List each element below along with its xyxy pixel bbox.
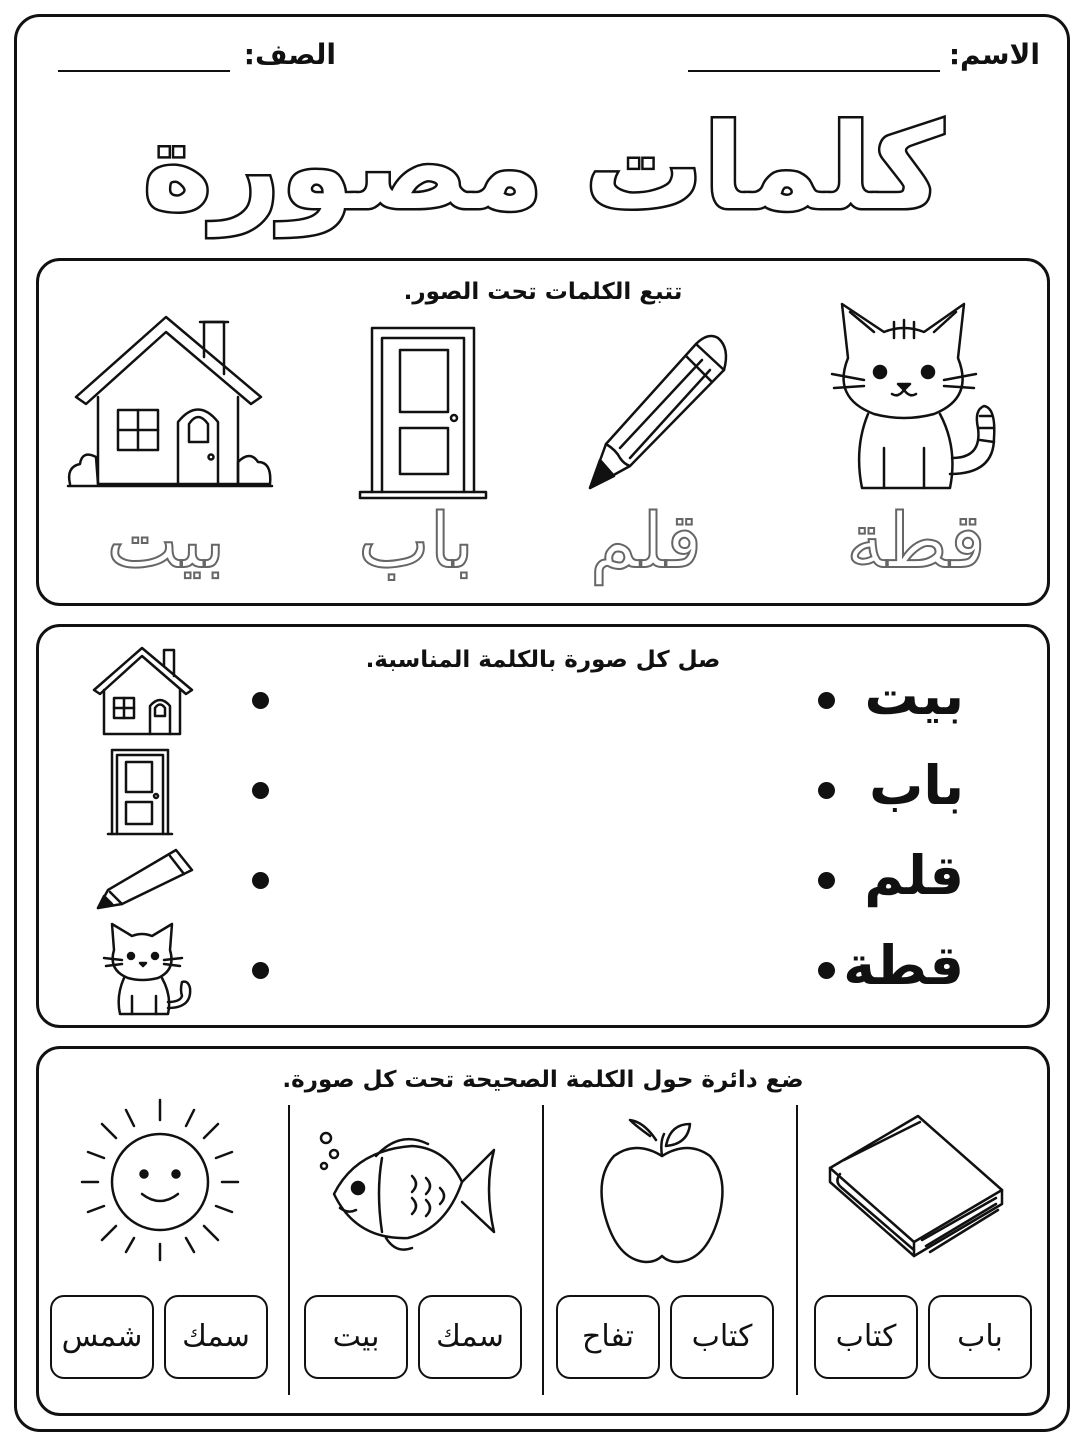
- word-dot-4[interactable]: [818, 962, 835, 979]
- column-divider: [796, 1105, 798, 1395]
- sun-icon: [80, 1096, 240, 1262]
- match-word-house: بيت: [864, 664, 964, 727]
- column-divider: [288, 1105, 290, 1395]
- choice-fish-fish[interactable]: سمك: [418, 1295, 522, 1379]
- trace-word-door: باب: [358, 496, 474, 585]
- match-word-cat: قطة: [843, 934, 964, 997]
- match-word-door: باب: [869, 754, 964, 817]
- picture-dot-4[interactable]: [252, 962, 269, 979]
- match-instruction: صل كل صورة بالكلمة المناسبة.: [365, 647, 721, 673]
- choice-book-door[interactable]: باب: [928, 1295, 1032, 1379]
- house-icon: [90, 644, 196, 738]
- fish-icon: [316, 1128, 498, 1254]
- house-icon: [66, 312, 276, 492]
- trace-instruction: تتبع الكلمات تحت الصور.: [403, 279, 683, 305]
- cat-icon: [102, 920, 194, 1016]
- door-icon: [358, 322, 488, 502]
- page-title: كلمات مصورة: [142, 98, 944, 236]
- choice-fish-house[interactable]: بيت: [304, 1295, 408, 1379]
- word-dot-1[interactable]: [818, 692, 835, 709]
- cat-icon: [824, 298, 1004, 498]
- pencil-icon: [584, 326, 734, 496]
- column-divider: [542, 1105, 544, 1395]
- trace-word-house: بيت: [106, 496, 226, 585]
- class-label: الصف:: [243, 38, 336, 71]
- choice-apple-apple[interactable]: تفاح: [556, 1295, 660, 1379]
- door-icon: [108, 748, 174, 838]
- picture-dot-2[interactable]: [252, 782, 269, 799]
- trace-word-pencil: قلم: [589, 496, 703, 585]
- choice-apple-book[interactable]: كتاب: [670, 1295, 774, 1379]
- class-field[interactable]: [58, 70, 230, 72]
- name-field[interactable]: [688, 70, 940, 72]
- book-icon: [826, 1112, 1006, 1262]
- choice-sun-fish[interactable]: سمك: [164, 1295, 268, 1379]
- word-dot-2[interactable]: [818, 782, 835, 799]
- match-word-pencil: قلم: [864, 844, 964, 907]
- word-dot-3[interactable]: [818, 872, 835, 889]
- picture-dot-3[interactable]: [252, 872, 269, 889]
- name-label: الاسم:: [948, 38, 1040, 71]
- apple-icon: [596, 1116, 730, 1268]
- choice-book-book[interactable]: كتاب: [814, 1295, 918, 1379]
- pencil-icon: [96, 844, 196, 912]
- picture-dot-1[interactable]: [252, 692, 269, 709]
- choice-sun-sun[interactable]: شمس: [50, 1295, 154, 1379]
- trace-word-cat: قطة: [846, 496, 986, 585]
- circle-instruction: ضع دائرة حول الكلمة الصحيحة تحت كل صورة.: [282, 1067, 804, 1093]
